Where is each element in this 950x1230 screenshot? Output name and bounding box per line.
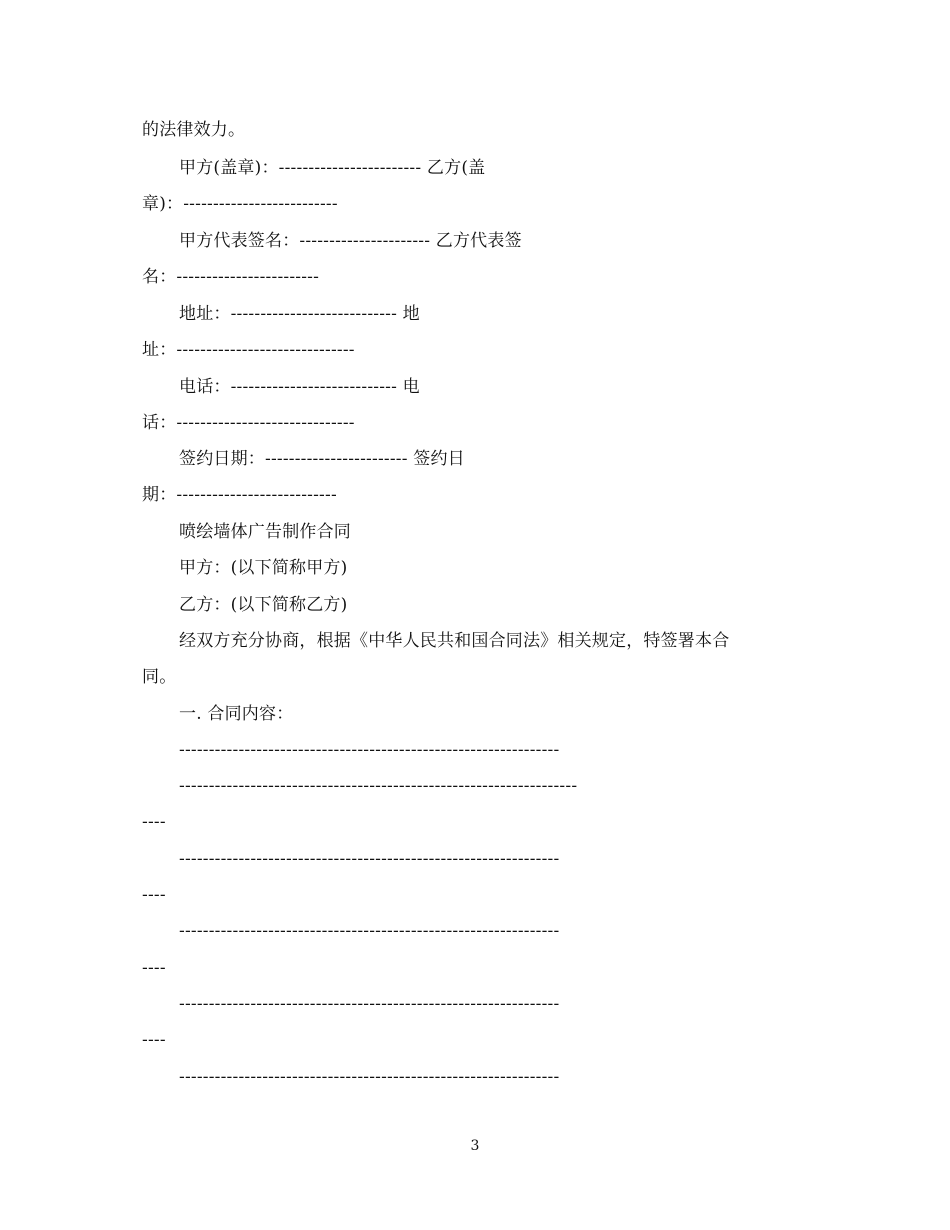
text-line-1: 的法律效力。 xyxy=(142,120,246,140)
blank-line-8: ---------------------------------------------------------------- xyxy=(179,994,560,1014)
blank-line-2: ------------------------------------------------------------------- xyxy=(179,776,578,796)
contract-title: 喷绘墙体广告制作合同 xyxy=(179,522,351,542)
blank-line-7: ---- xyxy=(142,958,166,978)
address-a-line: 地址：---------------------------- 地 xyxy=(179,304,420,324)
page-number: 3 xyxy=(470,1138,480,1154)
phone-b-line: 话：------------------------------ xyxy=(142,413,355,433)
blank-line-5: ---- xyxy=(142,885,166,905)
blank-line-6: ---------------------------------------------------------------- xyxy=(179,921,560,941)
party-a-seal-line: 甲方(盖章)：------------------------ 乙方(盖 xyxy=(179,158,486,178)
blank-line-1: ---------------------------------------------------------------- xyxy=(179,740,560,760)
section-heading: 一. 合同内容： xyxy=(179,704,294,724)
preamble-line-2: 同。 xyxy=(142,667,177,687)
sign-date-a-line: 签约日期：------------------------ 签约日 xyxy=(179,449,465,469)
party-b-seal-line: 章)：-------------------------- xyxy=(142,194,338,214)
preamble-line-1: 经双方充分协商，根据《中华人民共和国合同法》相关规定，特签署本合 xyxy=(179,631,730,651)
blank-line-4: ---------------------------------------------------------------- xyxy=(179,849,560,869)
sign-date-b-line: 期：--------------------------- xyxy=(142,485,337,505)
party-b-rep-line: 名：------------------------ xyxy=(142,267,320,287)
party-b-line: 乙方：(以下简称乙方) xyxy=(179,595,348,615)
party-a-line: 甲方：(以下简称甲方) xyxy=(179,558,348,578)
blank-line-10: ---------------------------------------------------------------- xyxy=(179,1067,560,1087)
blank-line-9: ---- xyxy=(142,1030,166,1050)
phone-a-line: 电话：---------------------------- 电 xyxy=(179,377,420,397)
address-b-line: 址：------------------------------ xyxy=(142,340,355,360)
blank-line-3: ---- xyxy=(142,812,166,832)
party-a-rep-line: 甲方代表签名：---------------------- 乙方代表签 xyxy=(179,231,522,251)
